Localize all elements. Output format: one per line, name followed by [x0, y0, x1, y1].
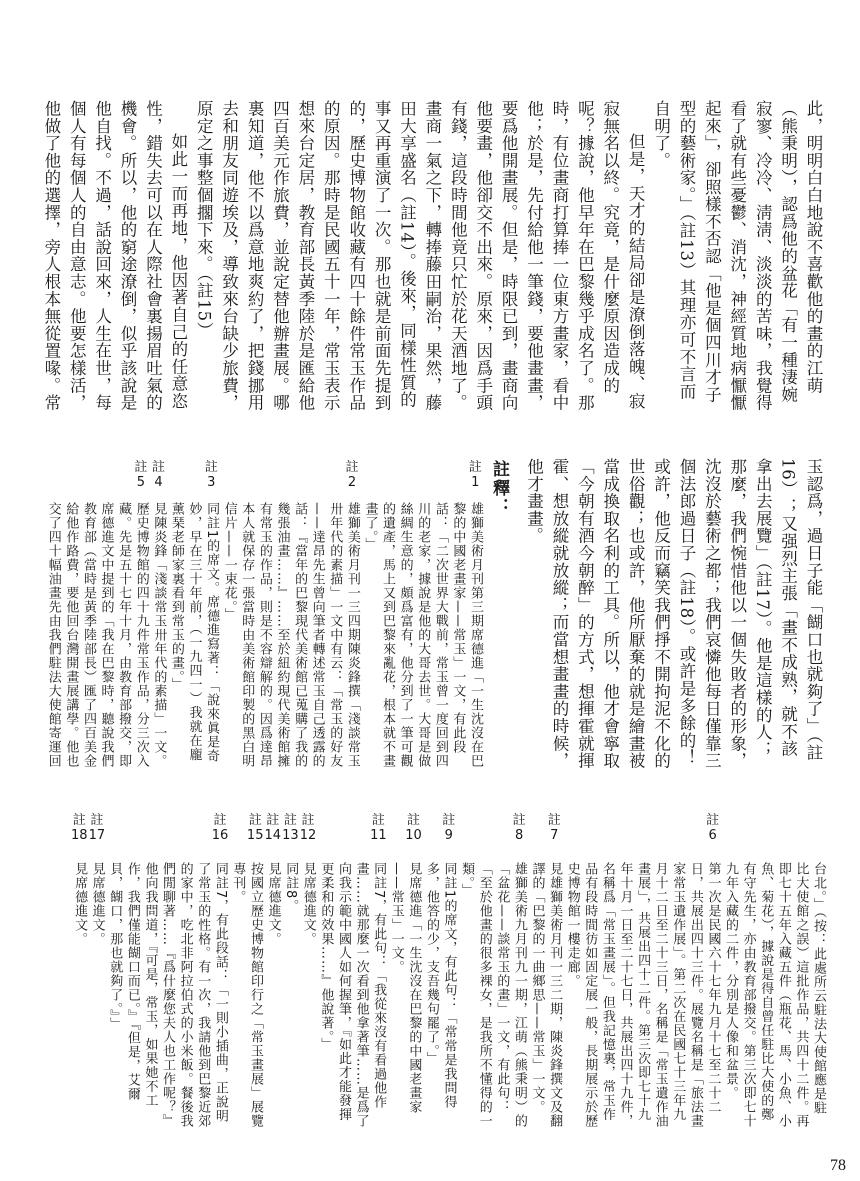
footnote-label-prefix: 註: [442, 813, 456, 828]
footnote-label-prefix: 註: [283, 813, 297, 828]
footnote-text: 雄獅美術月刊一三四期陳炎鋒撰「淺談常玉卅年代的素描」一文中有云：「常玉的好友——達昂先生曾向筆者轉述常玉自己透露的話：『當年的巴黎現代美術館已蒐購了我的幾張油畫……』……至於紐約現代美術館擁有常玉的作品，則是不容辯解的。因爲達昂本人就保存一張當時由美術館印製的黑白明信片——一束花。」: [221, 502, 360, 768]
footnote-number: 1: [471, 475, 480, 490]
footnote-5: [44, 460, 150, 768]
footnote-label: [282, 813, 300, 843]
footnote-label-prefix: 註: [547, 813, 561, 828]
footnote-text: 第一次是民國六十七年九月十七至二十二日，共展出四十三件。展覽名稱是「旅法畫家常玉遺作展」。第二次在民國七十三年九月十二日至二十三日，名稱是「常玉遺作油畫展」，共展出四十二件。第三次即七十九年十月一日至二十七日，共展出四十九件，名稱爲「常玉畫展」。但我記憶裏，常玉作品有段時間彷如固定展一般，長期展示於歷史博物館一樓走廊。: [564, 862, 721, 1128]
footnote-text: 見席德進文。: [265, 862, 281, 946]
footnote-13: [282, 813, 300, 1128]
footnote-text: 同註8。: [283, 862, 299, 914]
footnote-number: 9: [444, 828, 453, 843]
footnote-text: 台北。」（按：此處所云駐法大使館應是駐比大使館之誤）這批作品，共四十二件。再即七十五年入藏五件（瓶花、馬、小魚、小魚、菊花），據說是得自曾任駐比大使的鄭有守先生，亦由教育部撥交。第三次即七十九年入藏的二件，分別是人像和盆景。: [723, 862, 826, 1128]
footnote-text: 同註1的席文。席德進寫著：「說來眞是奇妙，早在三十年前，（一九四一）我就在龐薰琹老師家裏看到常玉的畫。」: [168, 502, 220, 764]
footnote-label-prefix: 註: [345, 460, 359, 475]
footnote-label: [440, 813, 458, 843]
footnote-7: [528, 813, 563, 1128]
footnote-number: 3: [207, 475, 216, 490]
footnote-label-prefix: 註: [134, 460, 148, 475]
footnote-label: [211, 813, 229, 843]
footnote-label-prefix: 註: [301, 813, 315, 828]
footnote-14: [264, 813, 282, 1128]
footnote-number: 7: [550, 828, 559, 843]
footnote-label-prefix: 註: [371, 813, 385, 828]
footnote-text: 同註7，有此段話：「一則小插曲，正說明了常玉的性格。有一次，我請他到巴黎近郊的家中，吃北非阿拉伯式的小米飯。餐後我們閒聊著……『爲什麼您夫人也工作呢？』他向我問道，『可是，常玉，如果她不工作，我們僅能餬口而已。』『但是，艾爾貝，餬口，那也就夠了。』」: [107, 862, 228, 1128]
footnote-label: [466, 460, 484, 490]
footnote-number: 14: [264, 828, 282, 843]
footnote-text: 見席德進「一生沈沒在巴黎的中國老畫家——常玉」一文。: [388, 862, 422, 1114]
footnote-label-prefix: 註: [248, 813, 262, 828]
page-number: 78: [830, 1157, 846, 1174]
footnote-number: 8: [514, 828, 524, 843]
footnote-6: [563, 813, 721, 1128]
footnote-label-prefix: 註: [512, 813, 526, 828]
footnote-16: [106, 813, 229, 1128]
footnote-label: [546, 813, 564, 843]
footnote-number: 10: [405, 828, 422, 843]
footnote-label: [70, 813, 88, 843]
footnote-10: [387, 813, 422, 1128]
footnote-number: 17: [88, 828, 106, 843]
footnote-number: 6: [708, 828, 717, 843]
footnote-label: [132, 460, 150, 490]
footnote-text: 同註1的席文，有此句：「常常是我問得多，他答的少，支吾幾句罷了。」: [423, 862, 457, 1110]
main-text-middle: [521, 458, 826, 772]
paragraph: 如此一而再地，他因著自己的任意恣性，錯失去可以在人際社會裏揚眉吐氣的機會。所以，他的窮途潦倒，似乎該說是他自找。不過，話說回來，人生在世，每個人有每個人的自由意志。他要怎樣活，他做了他的選擇，旁人根本無從置喙。常: [41, 100, 188, 412]
paragraph: 但是，天才的結局卻是潦倒落魄、寂寂無名以終。究竟，是什麼原因造成的呢？據說，他早年在巴黎幾乎成名了。那時，有位畫商打算捧一位東方畫家，看中他；於是，先付給他一筆錢，要他畫畫，要爲他開畫展。但是，時限已到，畫商向他要畫，他卻交不出來。原來，因爲手頭有錢，這段時間他竟只忙於花天酒地了。畫商一氣之下，轉捧藤田嗣治，果然，藤田大享盛名（註14）。後來，同樣性質的事又再重演了一次。那也就是前面先提到的，歷史博物館收藏有四十餘件常玉作品的原因。那時是民國五十一年，常玉表示想來台定居，教育部長黃季陸於是匯給他四百美元作旅費，並說定替他辦畫展。哪裏知道，他不以爲意地爽約了，把錢挪用去和朋友同遊埃及，導致來台缺少旅費，原定之事整個擱下來。（註15）: [194, 100, 646, 412]
footnote-text: 同註7，有此句：「我從來沒有看過他作畫……就那麼一次看到他拿著筆……是爲了向我示範中國人如何握筆，『如此才能發揮更柔和的效果……』他說著。」: [318, 862, 387, 1128]
footnote-18: [70, 813, 88, 1128]
footnote-11: [317, 813, 387, 1128]
footnote-label-prefix: 註: [204, 460, 218, 475]
footnote-number: 13: [282, 828, 299, 843]
footnote-label: [264, 813, 282, 843]
footnote-number: 15: [246, 828, 264, 843]
footnote-label-prefix: 註: [72, 813, 86, 828]
main-text-top: [38, 100, 826, 414]
footnote-number: 16: [211, 828, 229, 843]
footnote-8: [458, 813, 528, 1128]
footnote-label-prefix: 註: [152, 460, 166, 475]
footnote-2: [220, 460, 361, 768]
paragraph: 此，明明白白地說不喜歡他的畫的江萌（熊秉明），認爲他的盆花「有一種淒婉寂寥、冷冷、淸淸、淡淡的苦味，我覺得看了就有些憂鬱、消沈，神經質地病懨懨起來」，卻照樣不否認「他是個四川才子型的藝術家。」（註13）其理亦可不言而自明了。: [651, 100, 823, 412]
footnote-1: [361, 460, 484, 768]
footnote-label-prefix: 註: [706, 813, 720, 828]
notes-bottom: [70, 813, 827, 1128]
footnote-12: [299, 813, 317, 1128]
footnote-number: 4: [154, 475, 163, 490]
footnote-text: 雄獅美術月刊第三期席德進「一生沈沒在巴黎的中國老畫家——常玉」一文，有此段話：「二次世界大戰前，常玉曾一度回到四川的老家，據說是他的大哥去世。大哥是做絲綢生意的，頗爲富有，他分到了一筆可觀的遺產，馬上又到巴黎來亂花，根本就不畫畫了。」: [362, 502, 483, 768]
footnote-label-prefix: 註: [90, 813, 104, 828]
footnote-text: 見陳炎鋒「淺談常玉卅年代的素描」一文。: [151, 502, 167, 768]
footnote-text: 見席德進文。: [89, 862, 105, 946]
footnote-label: [299, 813, 317, 843]
footnote-label-prefix: 註: [468, 460, 482, 475]
footnote-label: [343, 460, 361, 490]
footnote-text: 見雄獅美術月刊一三二期，陳炎鋒撰文及翻譯的「巴黎的一曲鄉思——常玉」一文。: [529, 862, 563, 1128]
footnote-label: [704, 813, 722, 843]
footnote-text: 雄獅美術九月刊九一期，江萌（熊秉明）的「盆花——談常玉的畫」一文，有此句：「至於他畫的很多裸女，是我所不懂得的一類。」: [459, 862, 527, 1128]
footnote-number: 12: [299, 828, 317, 843]
footnote-text: 按國立歷史博物館印行之「常玉畫展」展覽專刊。: [230, 862, 263, 1128]
footnote-label: [510, 813, 528, 843]
footnote-label-prefix: 註: [266, 813, 280, 828]
footnote-label: [88, 813, 106, 843]
footnote-label: [203, 460, 221, 490]
footnote-text: 見席德進文。: [72, 862, 88, 946]
footnote-label: [405, 813, 423, 843]
footnote-number: 11: [370, 828, 387, 843]
footnote-9: [422, 813, 457, 1128]
footnote-number: 2: [347, 475, 357, 490]
footnote-label: [246, 813, 264, 843]
notes-heading: 註釋：: [489, 460, 509, 517]
footnote-number: 18: [70, 828, 88, 843]
footnote-text: 見席德進文。: [300, 862, 316, 946]
footnote-label: [370, 813, 388, 843]
footnote-label-prefix: 註: [407, 813, 421, 828]
footnote-17: [88, 813, 106, 1128]
footnote-15: [229, 813, 264, 1128]
footnote-text: 歷史博物館的四十九件常玉作品，分三次入藏。先是五十七年十月，由教育部撥交，即席德進文中提到的「我在巴黎時，聽說我們教育部（當時是黃季陸部長）匯了四百美金給他作路費，要他回台灣開畫展講學。他也交了四十幅油畫先由我們駐法大使館寄運回: [45, 502, 149, 768]
footnote-3: [167, 460, 220, 768]
footnote-5-continued: [721, 813, 827, 1128]
footnote-label-prefix: 註: [213, 813, 227, 828]
footnote-4: [150, 460, 168, 768]
footnote-number: 5: [136, 475, 146, 490]
paragraph: 玉認爲，過日子能「餬口也就夠了」（註16）；又强烈主張「畫不成熟，就不該拿出去展覽」（註17）。他是這樣的人；那麼，我們惋惜他以一個失敗者的形象，沈沒於藝術之都；我們哀憐他每日僅靠三個法郎過日子（註18）。或許是多餘的！或許，他反而竊笑我們掙不開拘泥不化的世俗觀；也或許，他所厭棄的就是繪畫被當成換取名利的工具。所以，他才會寧取「今朝有酒今朝醉」的方式，想揮霍就揮霍、想放縱就放縱；而當想畫畫的時候，他才畫畫。: [524, 458, 823, 770]
notes-middle: [44, 460, 484, 768]
footnote-label: [150, 460, 168, 490]
